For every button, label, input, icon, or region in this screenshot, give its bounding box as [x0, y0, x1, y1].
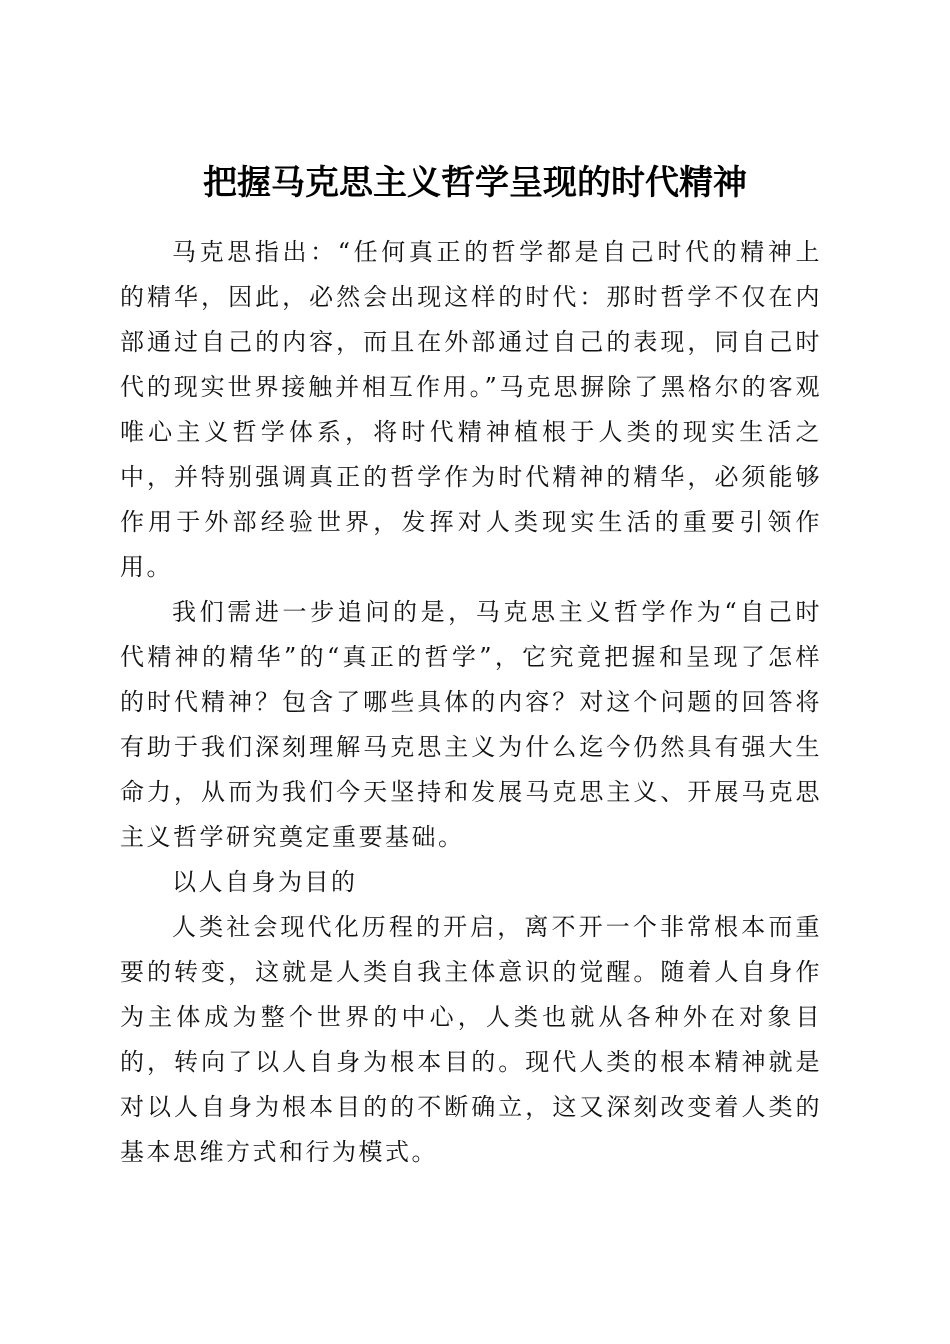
- paragraph-1: 马克思指出：“任何真正的哲学都是自己时代的精神上的精华，因此，必然会出现这样的时代：那时哲学不仅在内部通过自己的内容，而且在外部通过自己的表现，同自己时代的现实世界接触并相互作用。”马克思摒除了黑格尔的客观唯心主义哲学体系，将时代精神植根于人类的现实生活之中，并特别强调真正的哲学作为时代精神的精华，必须能够作用于外部经验世界，发挥对人类现实生活的重要引领作用。: [120, 238, 822, 581]
- section-heading: 以人自身为目的: [172, 868, 358, 896]
- paragraph-2: 我们需进一步追问的是，马克思主义哲学作为“自己时代精神的精华”的“真正的哲学”，它究竟把握和呈现了怎样的时代精神？包含了哪些具体的内容？对这个问题的回答将有助于我们深刻理解马克思主义为什么迄今仍然具有强大生命力，从而为我们今天坚持和发展马克思主义、开展马克思主义哲学研究奠定重要基础。: [120, 598, 822, 851]
- document-title: 把握马克思主义哲学呈现的时代精神: [203, 162, 747, 203]
- paragraph-3: 人类社会现代化历程的开启，离不开一个非常根本而重要的转变，这就是人类自我主体意识的觉醒。随着人自身作为主体成为整个世界的中心，人类也就从各种外在对象目的，转向了以人自身为根本目的。现代人类的根本精神就是对以人自身为根本目的的不断确立，这又深刻改变着人类的基本思维方式和行为模式。: [120, 913, 822, 1166]
- document-body: [120, 230, 822, 1175]
